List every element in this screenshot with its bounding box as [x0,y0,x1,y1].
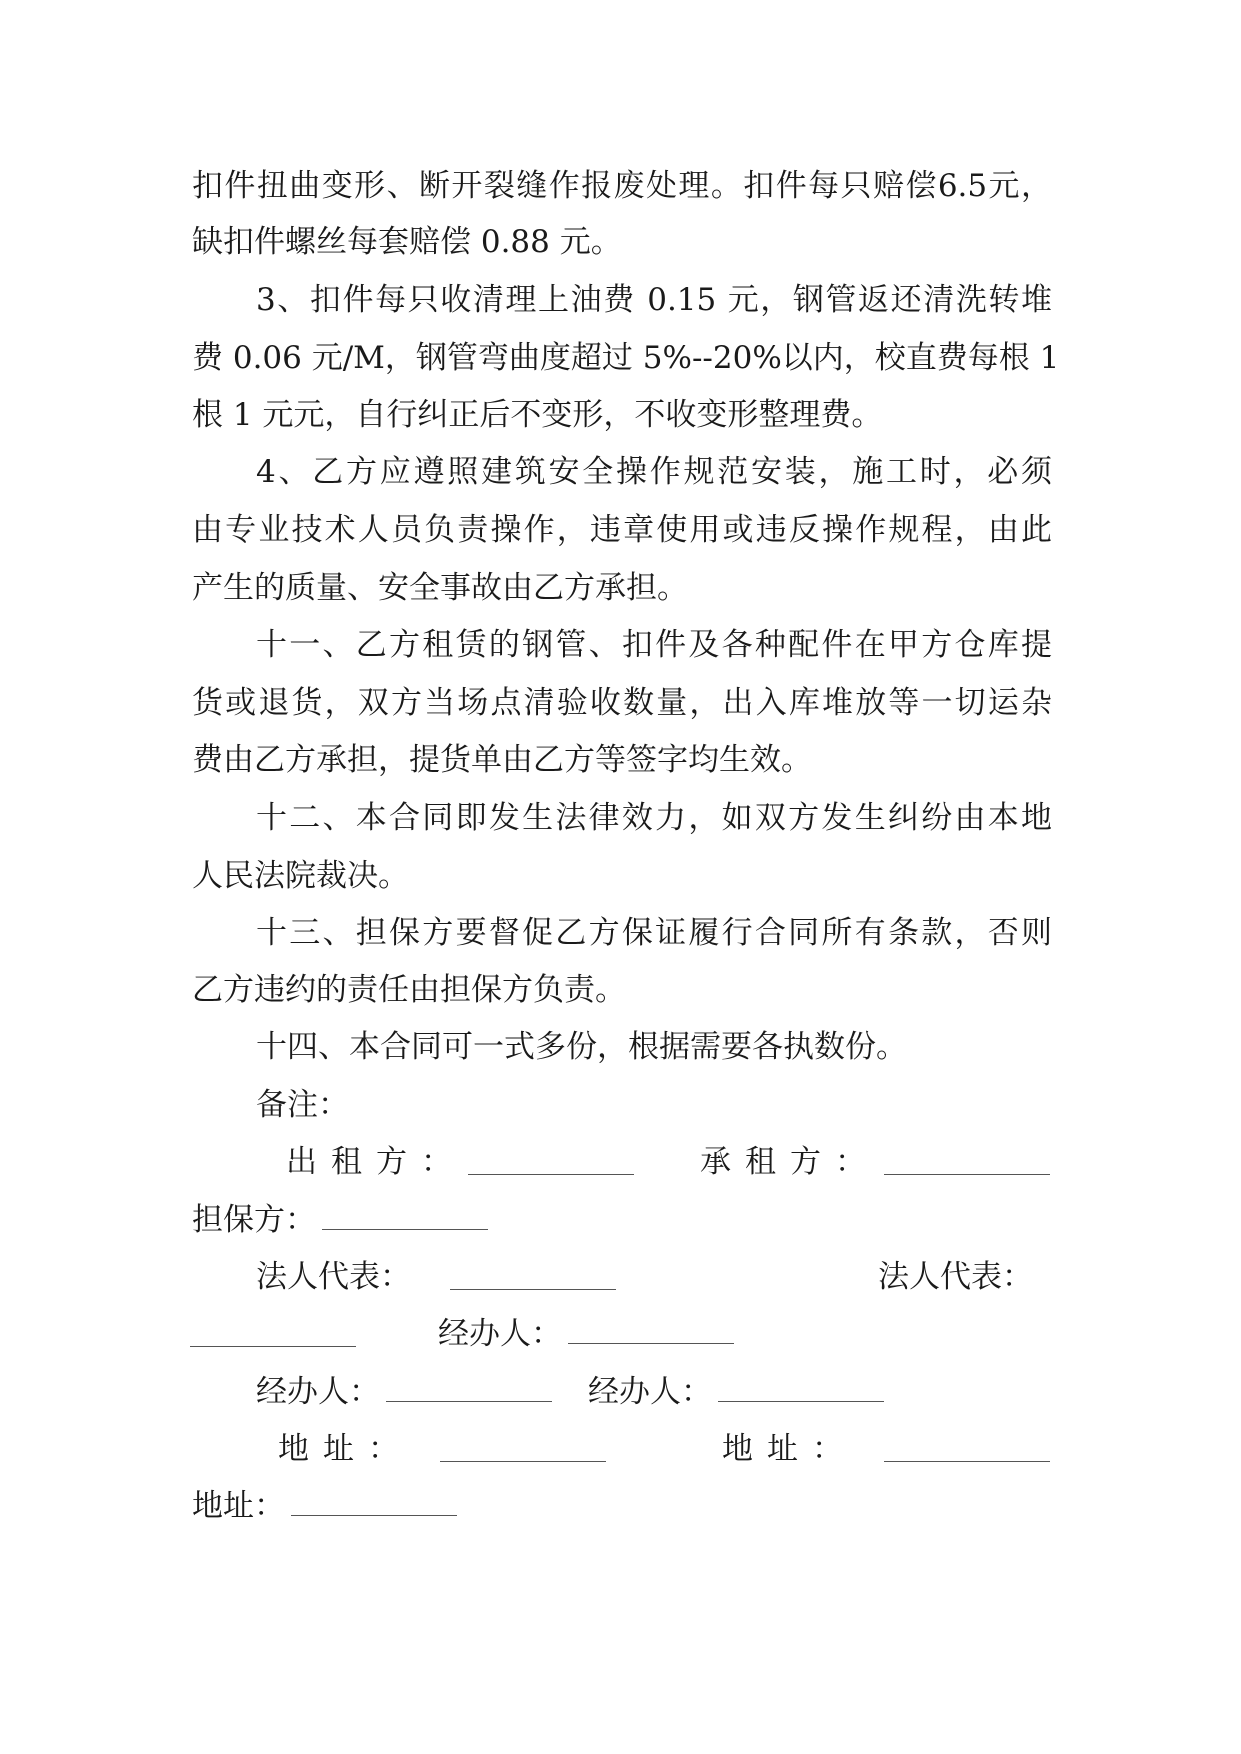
paragraph-line: 3、扣件每只收清理上油费 0.15 元，钢管返还清洗转堆 [256,282,1052,318]
agent-field-1 [438,1314,734,1354]
legal-rep-blank-1[interactable] [450,1261,616,1290]
address-label: 地址： [722,1431,857,1467]
lessee-label: 承租方： [700,1144,880,1180]
paragraph-line: 根 1 元元，自行纠正后不变形，不收变形整理费。 [192,397,883,433]
paragraph-line: 十一、乙方租赁的钢管、扣件及各种配件在甲方仓库提 [256,627,1052,663]
paragraph-line: 费由乙方承担，提货单由乙方等签字均生效。 [192,742,812,778]
agent-field-3 [588,1372,884,1412]
lessor-label: 出租方： [286,1144,466,1180]
address-field-1 [278,1429,413,1469]
paragraph-line: 扣件扭曲变形、断开裂缝作报废处理。扣件每只赔偿6.5元， [192,168,1052,204]
agent-blank[interactable] [718,1373,884,1402]
paragraph-line: 由专业技术人员负责操作，违章使用或违反操作规程，由此 [192,512,1052,548]
legal-rep-label: 法人代表： [878,1259,1033,1295]
lessor-blank[interactable] [468,1146,634,1175]
paragraph-line: 货或退货，双方当场点清验收数量，出入库堆放等一切运杂 [192,685,1052,721]
address-blank-1[interactable] [440,1433,606,1462]
paragraph-line: 人民法院裁决。 [192,858,409,894]
paragraph-line: 费 0.06 元/M，钢管弯曲度超过 5%--20%以内，校直费每根 1 [192,340,1060,376]
address-blank[interactable] [291,1487,457,1516]
legal-rep-label: 法人代表： [256,1259,411,1295]
legal-rep-field-2 [878,1257,1033,1297]
guarantor-label: 担保方： [192,1202,316,1238]
paragraph-line: 产生的质量、安全事故由乙方承担。 [192,570,688,606]
agent-field-2 [256,1372,552,1412]
lessor-field [286,1142,466,1182]
paragraph-line: 十四、本合同可一式多份，根据需要各执数份。 [256,1029,907,1065]
agent-label: 经办人： [256,1374,380,1410]
address-field-2 [722,1429,857,1469]
address-blank-2[interactable] [884,1433,1050,1462]
paragraph-line: 十三、担保方要督促乙方保证履行合同所有条款，否则 [256,915,1052,951]
legal-rep-blank-2[interactable] [190,1318,356,1347]
paragraph-line: 乙方违约的责任由担保方负责。 [192,972,626,1008]
address-label: 地址： [278,1431,413,1467]
agent-blank[interactable] [386,1373,552,1402]
lessee-field [700,1142,880,1182]
address-field-3 [192,1486,457,1526]
agent-blank[interactable] [568,1315,734,1344]
paragraph-line: 十二、本合同即发生法律效力，如双方发生纠纷由本地 [256,800,1052,836]
guarantor-blank[interactable] [322,1201,488,1230]
legal-rep-field-1 [256,1257,411,1297]
agent-label: 经办人： [438,1316,562,1352]
note-label: 备注： [256,1087,349,1123]
agent-label: 经办人： [588,1374,712,1410]
paragraph-line: 4、乙方应遵照建筑安全操作规范安装，施工时，必须 [256,454,1052,490]
paragraph-line: 缺扣件螺丝每套赔偿 0.88 元。 [192,224,622,260]
guarantor-field [192,1200,488,1240]
address-label: 地址： [192,1488,285,1524]
lessee-blank[interactable] [884,1146,1050,1175]
